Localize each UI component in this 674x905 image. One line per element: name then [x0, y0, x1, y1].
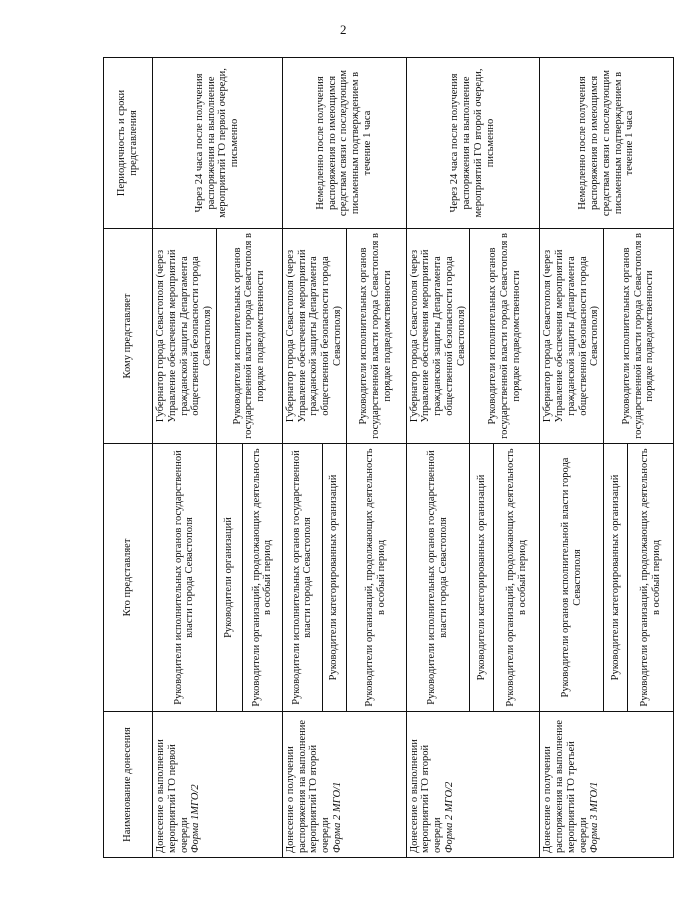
reports-table: [103, 57, 674, 858]
page-number: 2: [340, 22, 347, 37]
who-cell: Руководители организаций, продолжающих деятельность в особый период: [346, 444, 406, 712]
table-header-row: [104, 58, 153, 858]
table-row: [406, 58, 470, 858]
table-row: [282, 58, 322, 858]
to-cell: Руководители исполнительных органов государственной власти города Севастополя в порядке подведомственности: [470, 229, 540, 444]
table-row: [153, 58, 217, 858]
to-cell: Руководители исполнительных органов государственной власти города Севастополя в порядке подведомственности: [346, 229, 406, 444]
who-cell: Руководители исполнительных органов государственной власти города Севастополя: [153, 444, 217, 712]
to-cell: Губернатор города Севастополя (через Управление обеспечения мероприятий гражданской защиты Департамента общественной безопасности города Севастополя): [406, 229, 470, 444]
to-cell: Губернатор города Севастополя (через Управление обеспечения мероприятий гражданской защиты Департамента общественной безопасности города Севастополя): [540, 229, 604, 444]
report-form: Форма 3 МГО/1: [589, 781, 601, 853]
report-name-cell: [153, 712, 283, 858]
report-form: Форма 2 МГО/2: [443, 781, 455, 853]
to-cell: Руководители исполнительных органов государственной власти города Севастополя в порядке подведомственности: [216, 229, 282, 444]
table-row: [540, 58, 604, 858]
who-cell: Руководители категорированных организаций: [323, 444, 346, 712]
period-cell: Через 24 часа после получения распоряжения на выполнение мероприятий ГО первой очереди, письменно: [153, 58, 283, 229]
report-form: Форма 2 МГО/1: [331, 781, 343, 853]
who-cell: Руководители исполнительных органов государственной власти города Севастополя: [282, 444, 322, 712]
header-period: Периодичность и сроки представления: [104, 58, 153, 229]
report-name-cell: [540, 712, 674, 858]
report-form: Форма 1МГО/2: [190, 784, 202, 853]
header-name: Наименование донесения: [104, 712, 153, 858]
period-cell: Через 24 часа после получения распоряжения на выполнение мероприятий ГО второй очереди, письменно: [406, 58, 540, 229]
report-name: Донесение о выполнении мероприятий ГО второй очереди: [408, 739, 443, 853]
who-cell: Руководители категорированных организаций: [604, 444, 628, 712]
to-cell: Губернатор города Севастополя (через Управление обеспечения мероприятий гражданской защиты Департамента общественной безопасности города Севастополя): [282, 229, 346, 444]
who-cell: Руководители организаций: [216, 444, 242, 712]
rotated-table-container: [103, 58, 662, 858]
header-who: Кто представляет: [104, 444, 153, 712]
report-name: Донесение о получении распоряжения на выполнение мероприятий ГО третьей очереди: [542, 719, 589, 853]
to-cell: Руководители исполнительных органов государственной власти города Севастополя в порядке подведомственности: [604, 229, 674, 444]
who-cell: Руководители организаций, продолжающих деятельность в особый период: [242, 444, 282, 712]
period-cell: Немедленно после получения распоряжения по имеющимся средствам связи с последующим письменным подтверждением в течение 1 часа: [540, 58, 674, 229]
period-cell: Немедленно после получения распоряжения по имеющимся средствам связи с последующим письменным подтверждением в течение 1 часа: [282, 58, 406, 229]
report-name-cell: [282, 712, 406, 858]
who-cell: Руководители органов исполнительной власти города Севастополя: [540, 444, 604, 712]
report-name-cell: [406, 712, 540, 858]
who-cell: Руководители категорированных организаций: [470, 444, 494, 712]
header-to: Кому представляет: [104, 229, 153, 444]
report-name: Донесение о выполнении мероприятий ГО первой очереди: [155, 739, 190, 853]
who-cell: Руководители организаций, продолжающих деятельность в особый период: [628, 444, 674, 712]
who-cell: Руководители организаций, продолжающих деятельность в особый период: [494, 444, 540, 712]
who-cell: Руководители исполнительных органов государственной власти города Севастополя: [406, 444, 470, 712]
to-cell: Губернатор города Севастополя (через Управление обеспечения мероприятий гражданской защиты Департамента общественной безопасности города Севастополя): [153, 229, 217, 444]
report-name: Донесение о получении распоряжения на выполнение мероприятий ГО второй очереди: [284, 719, 331, 853]
